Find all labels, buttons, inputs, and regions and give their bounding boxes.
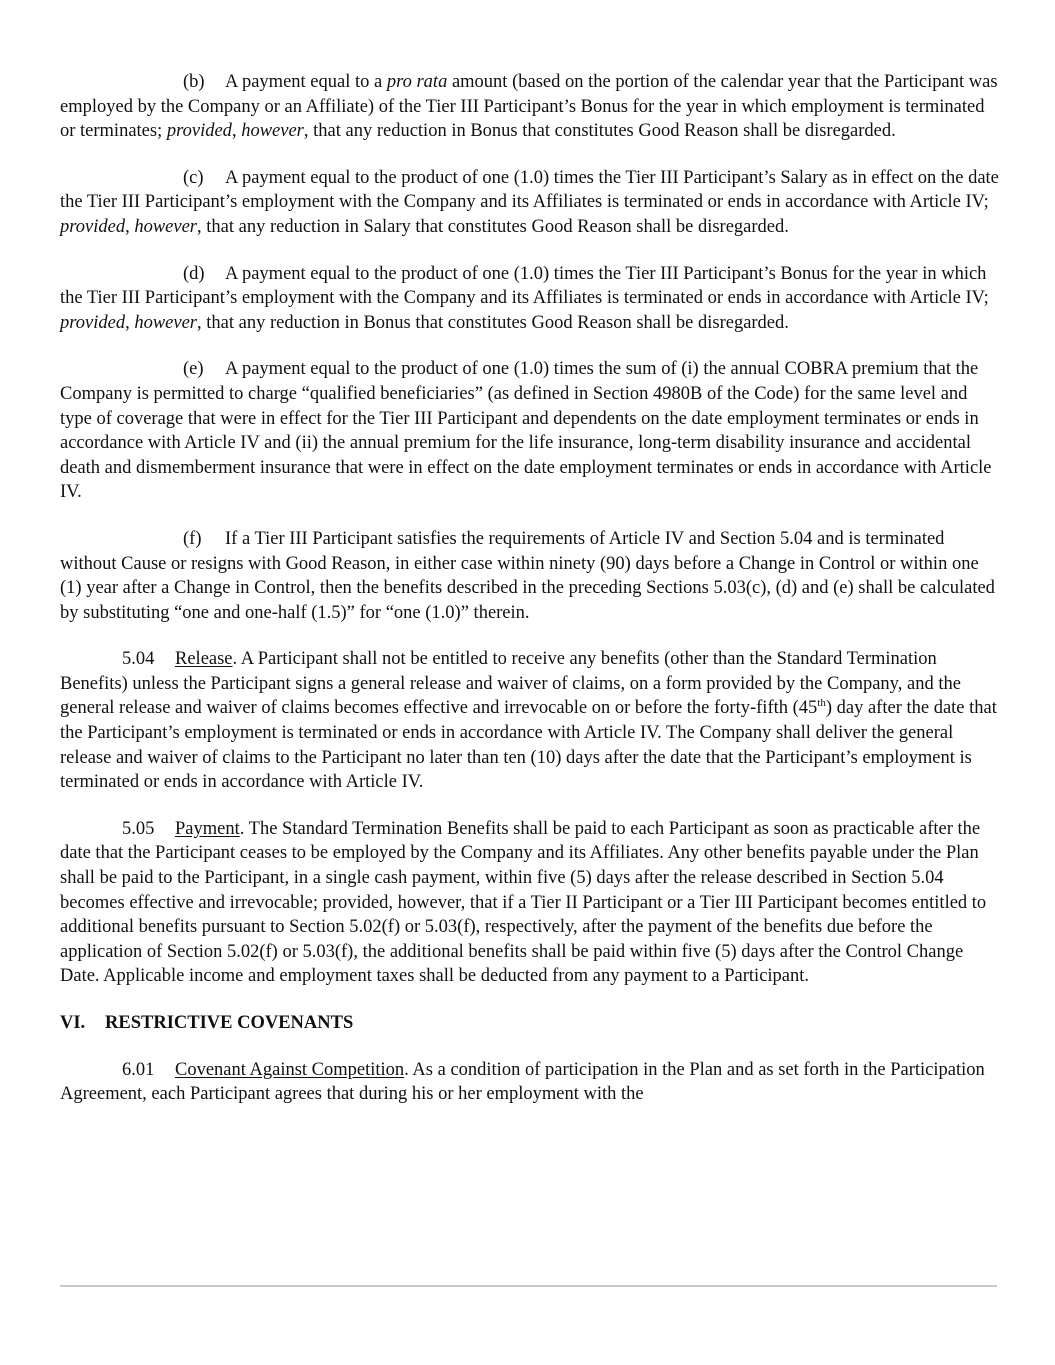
section-number: 6.01 bbox=[122, 1059, 155, 1080]
text: ) day after the date that the Participant’s employment is terminated or ends in accordance with Article IV. The Company shall deliver the general release and waiver of claims to the Participant no later than ten (10) days after the date that the Participant’s employment is terminated or ends in accordance with Article IV. bbox=[60, 698, 997, 793]
paragraph-5-03-f bbox=[60, 527, 1000, 625]
text: , bbox=[125, 312, 135, 333]
article-number: VI. bbox=[60, 1013, 86, 1033]
text: , that any reduction in Salary that constitutes Good Reason shall be disregarded. bbox=[197, 216, 789, 237]
emphasis: provided bbox=[166, 121, 232, 142]
section-number: 5.04 bbox=[122, 649, 155, 670]
paragraph-5-03-d bbox=[60, 262, 1000, 336]
text: , bbox=[231, 121, 242, 142]
text: . A Participant shall not be entitled to receive any benefits (other than the Standard Termination Benefits) unless the Participant signs a general release and waiver of claims, on a form provided by the Company, and the general release and waiver of claims becomes effective and irrevocable on or before the forty-fifth (45 bbox=[60, 649, 961, 719]
emphasis: provided bbox=[60, 216, 126, 237]
section-title: Release bbox=[175, 649, 233, 670]
article-heading bbox=[60, 1011, 1000, 1036]
section-title: Covenant Against Competition bbox=[175, 1059, 405, 1080]
text: , bbox=[125, 216, 135, 237]
item-label: (c) bbox=[183, 167, 204, 188]
emphasis: however bbox=[134, 312, 198, 333]
paragraph-5-03-c bbox=[60, 166, 1000, 240]
section-5-04 bbox=[60, 647, 1000, 795]
item-label: (e) bbox=[183, 359, 204, 380]
text: . As a condition of participation in the Plan and as set forth in the Participation Agreement, each Participant agrees that during his or her employment with the bbox=[60, 1059, 985, 1105]
paragraph-5-03-e bbox=[60, 357, 1000, 505]
emphasis: provided bbox=[60, 312, 126, 333]
paragraph-5-03-b bbox=[60, 70, 1000, 144]
text: . The Standard Termination Benefits shall be paid to each Participant as soon as practicable after the date that the Participant ceases to be employed by the Company and its Affiliates. Any other benefits payable under the Plan shall be paid to the Participant, in a single cash payment, within five (5) days after the release described in Section 5.04 becomes effective and irrevocable; provided, however, that if a Tier II Participant or a Tier III Participant becomes entitled to additional benefits pursuant to Section 5.02(f) or 5.03(f), respectively, after the payment of the benefits due before the application of Section 5.02(f) or 5.03(f), the additional benefits shall be paid within five (5) days after the Control Change Date. Applicable income and employment taxes shall be deducted from any payment to a Participant. bbox=[60, 818, 987, 987]
section-number: 5.05 bbox=[122, 818, 155, 839]
section-title: Payment bbox=[175, 818, 240, 839]
item-label: (d) bbox=[183, 263, 205, 284]
document-page bbox=[60, 70, 1000, 1129]
section-6-01 bbox=[60, 1058, 1000, 1107]
text: If a Tier III Participant satisfies the requirements of Article IV and Section 5.04 and is terminated without Cause or resigns with Good Reason, in either case within ninety (90) days before a Change in Control or within one (1) year after a Change in Control, then the benefits described in the preceding Sections 5.03(c), (d) and (e) shall be calculated by substituting “one and one-half (1.5)” for “one (1.0)” therein. bbox=[60, 528, 995, 623]
text: A payment equal to the product of one (1.0) times the Tier III Participant’s Bonus for the year in which the Tier III Participant’s employment with the Company and its Affiliates is terminated or ends in accordance with Article IV; bbox=[60, 263, 989, 309]
emphasis: however bbox=[241, 121, 304, 142]
text: amount (based on the portion of the calendar year that the Participant was employed by the Company or an Affiliate) of the Tier III Participant’s Bonus for the year in which employment is terminated or terminates; bbox=[60, 72, 998, 142]
article-title: RESTRICTIVE COVENANTS bbox=[105, 1013, 354, 1033]
text: , that any reduction in Bonus that constitutes Good Reason shall be disregarded. bbox=[197, 312, 789, 333]
section-5-05 bbox=[60, 817, 1000, 989]
superscript: th bbox=[817, 697, 826, 710]
emphasis: however bbox=[134, 216, 198, 237]
text: A payment equal to a bbox=[225, 72, 387, 92]
text: A payment equal to the product of one (1.0) times the sum of (i) the annual COBRA premium that the Company is permitted to charge “qualified beneficiaries” (as defined in Section 4980B of the Code) for the same level and type of coverage that were in effect for the Tier III Participant and dependents on the date employment terminates or ends in accordance with Article IV and (ii) the annual premium for the life insurance, long-term disability insurance and accidental death and dismemberment insurance that were in effect on the date employment terminates or ends in accordance with Article IV. bbox=[60, 359, 992, 503]
text: A payment equal to the product of one (1.0) times the Tier III Participant’s Salary as in effect on the date the Tier III Participant’s employment with the Company and its Affiliates is terminated or ends in accordance with Article IV; bbox=[60, 167, 999, 213]
text: , that any reduction in Bonus that constitutes Good Reason shall be disregarded. bbox=[303, 121, 896, 142]
emphasis: pro rata bbox=[386, 72, 448, 92]
item-label: (b) bbox=[183, 72, 205, 92]
page-divider bbox=[60, 1285, 997, 1287]
item-label: (f) bbox=[183, 528, 202, 549]
